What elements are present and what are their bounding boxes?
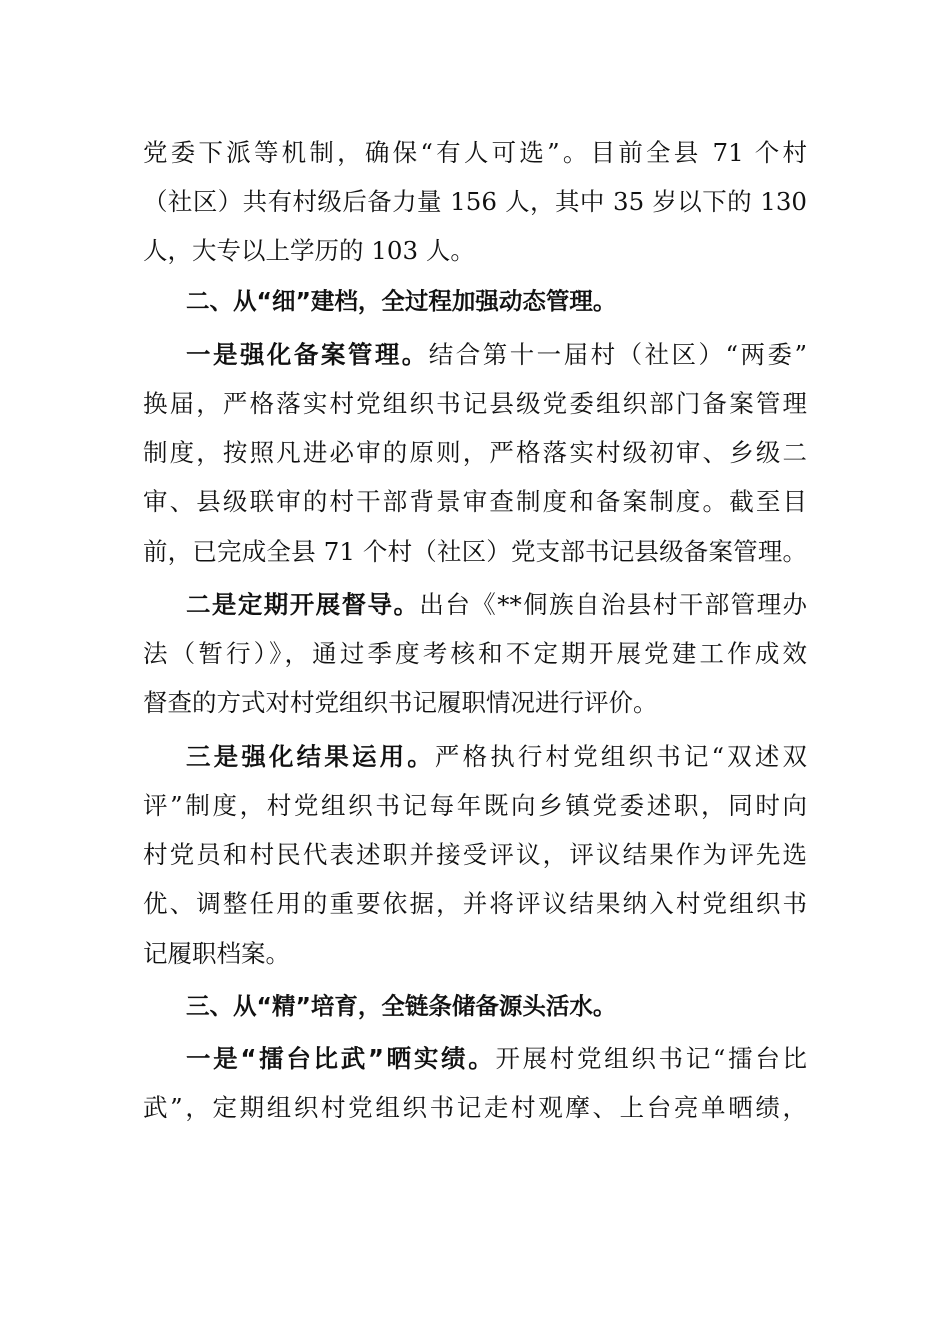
- intro-line-2: （社区）共有村级后备力量 156 人，其中 35 岁以下的 130: [143, 187, 807, 216]
- paragraph-lead: 一是强化备案管理。: [186, 340, 429, 369]
- section-2-paragraph-3-line-3: 村党员和村民代表述职并接受评议，评议结果作为评先选: [143, 840, 807, 869]
- section-2-paragraph-3-line-4: 优、调整任用的重要依据，并将评议结果纳入村党组织书: [143, 889, 807, 918]
- intro-line-3: 人，大专以上学历的 103 人。: [143, 236, 475, 265]
- section-3-paragraph-1-line-2: 武”，定期组织村党组织书记走村观摩、上台亮单晒绩，: [143, 1093, 807, 1122]
- paragraph-text: 出台《**侗族自治县村干部管理办: [419, 590, 808, 619]
- paragraph-text: 开展村党组织书记“擂台比: [495, 1044, 808, 1073]
- section-2-paragraph-2-line-2: 法（暂行）》，通过季度考核和不定期开展党建工作成效: [143, 639, 807, 668]
- section-2-paragraph-2-line-1: [186, 585, 807, 625]
- section-2-paragraph-3-line-5: 记履职档案。: [143, 939, 290, 968]
- paragraph-text: 严格执行村党组织书记“双述双: [434, 742, 807, 771]
- section-2-paragraph-2-line-3: 督查的方式对村党组织书记履职情况进行评价。: [143, 688, 658, 717]
- section-2-heading: 二、从“细”建档，全过程加强动态管理。: [186, 287, 617, 315]
- section-2-paragraph-1-line-5: 前，已完成全县 71 个村（社区）党支部书记县级备案管理。: [143, 537, 807, 566]
- section-3-heading: 三、从“精”培育，全链条储备源头活水。: [186, 992, 617, 1020]
- section-3-paragraph-1-line-1: [186, 1039, 807, 1079]
- section-2-paragraph-1-line-1: [186, 335, 807, 375]
- section-2-paragraph-3-line-1: [186, 737, 807, 777]
- paragraph-lead: 二是定期开展督导。: [186, 590, 420, 619]
- paragraph-text: 结合第十一届村（社区）“两委”: [428, 340, 807, 369]
- paragraph-lead: 一是“擂台比武”晒实绩。: [186, 1044, 496, 1073]
- section-2-paragraph-1-line-3: 制度，按照凡进必审的原则，严格落实村级初审、乡级二: [143, 438, 807, 467]
- intro-line-1: 党委下派等机制，确保“有人可选”。目前全县 71 个村: [143, 138, 807, 167]
- section-2-paragraph-1-line-4: 审、县级联审的村干部背景审查制度和备案制度。截至目: [143, 487, 807, 516]
- section-2-paragraph-3-line-2: 评”制度，村党组织书记每年既向乡镇党委述职，同时向: [143, 791, 807, 820]
- paragraph-lead: 三是强化结果运用。: [186, 742, 435, 771]
- section-2-paragraph-1-line-2: 换届，严格落实村党组织书记县级党委组织部门备案管理: [143, 389, 807, 418]
